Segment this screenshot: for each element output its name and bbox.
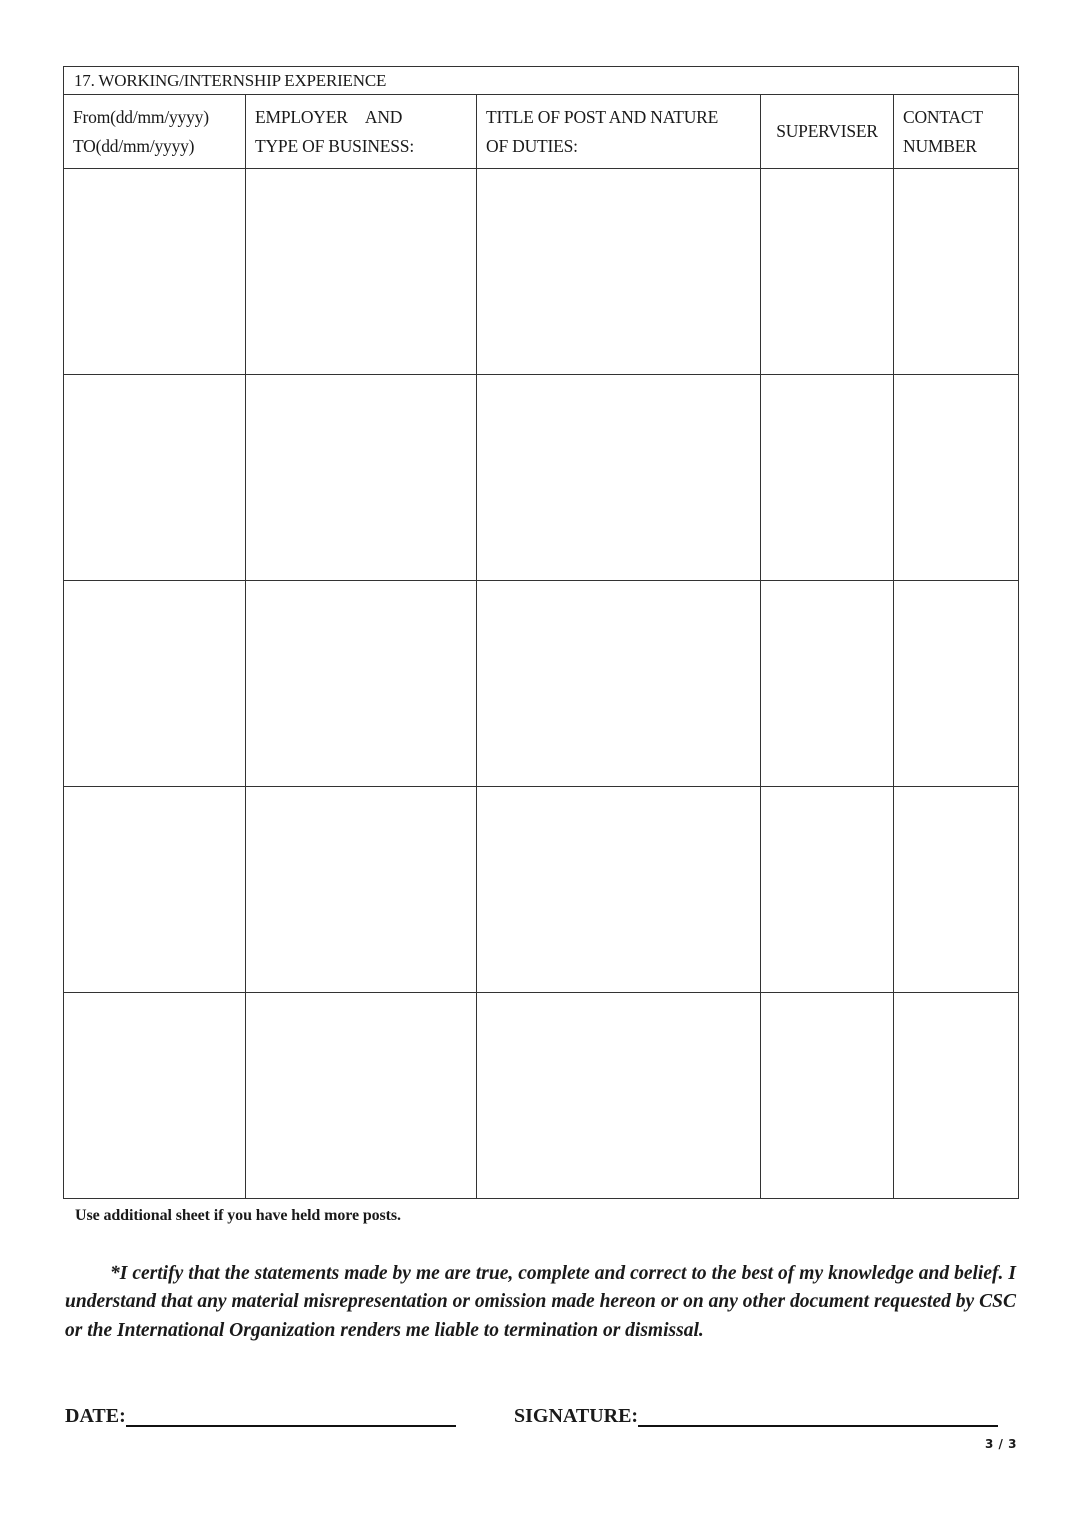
- date-label: DATE:: [65, 1405, 126, 1427]
- cell-supervisor[interactable]: [761, 169, 894, 375]
- cell-dates[interactable]: [64, 581, 246, 787]
- header-contact-line1: CONTACT: [903, 106, 983, 127]
- cell-employer[interactable]: [246, 581, 477, 787]
- cell-contact[interactable]: [894, 375, 1019, 581]
- date-field: [65, 1403, 456, 1429]
- cell-employer[interactable]: [246, 787, 477, 993]
- cell-supervisor[interactable]: [761, 581, 894, 787]
- table-row: [64, 581, 1019, 787]
- cell-dates[interactable]: [64, 993, 246, 1199]
- header-employer-line1: EMPLOYER AND: [255, 106, 403, 127]
- date-input-line[interactable]: [126, 1403, 456, 1427]
- table-row: [64, 993, 1019, 1199]
- header-from-to: [64, 95, 246, 169]
- table-row: [64, 787, 1019, 993]
- signature-field: [514, 1403, 998, 1429]
- cell-contact[interactable]: [894, 581, 1019, 787]
- header-supervisor-label: SUPERVISER: [776, 121, 878, 141]
- header-supervisor: [761, 95, 894, 169]
- cell-dates[interactable]: [64, 787, 246, 993]
- table-row: [64, 169, 1019, 375]
- cell-contact[interactable]: [894, 169, 1019, 375]
- cell-supervisor[interactable]: [761, 787, 894, 993]
- cell-employer[interactable]: [246, 993, 477, 1199]
- work-experience-table: [63, 66, 1019, 1199]
- header-employer-line2: TYPE OF BUSINESS:: [255, 135, 414, 156]
- cell-title-duties[interactable]: [477, 787, 761, 993]
- header-contact: [894, 95, 1019, 169]
- table-row: [64, 375, 1019, 581]
- table-header-row: [64, 95, 1019, 169]
- cell-employer[interactable]: [246, 375, 477, 581]
- header-to-label: TO(dd/mm/yyyy): [73, 135, 195, 156]
- cell-title-duties[interactable]: [477, 375, 761, 581]
- additional-sheet-note: Use additional sheet if you have held more posts.: [75, 1207, 401, 1224]
- certification-statement: *I certify that the statements made by me are true, complete and correct to the best of my knowledge and belief. I understand that any material misrepresentation or omission made hereon or on any other document requested by CSC or the International Organization renders me liable to termination or dismissal.: [65, 1263, 1016, 1341]
- header-title-duties: [477, 95, 761, 169]
- cell-supervisor[interactable]: [761, 375, 894, 581]
- cell-dates[interactable]: [64, 169, 246, 375]
- header-employer: [246, 95, 477, 169]
- cell-contact[interactable]: [894, 787, 1019, 993]
- cell-contact[interactable]: [894, 993, 1019, 1199]
- cell-dates[interactable]: [64, 375, 246, 581]
- section-title: 17. WORKING/INTERNSHIP EXPERIENCE: [64, 67, 1019, 95]
- signature-label: SIGNATURE:: [514, 1405, 639, 1427]
- cell-supervisor[interactable]: [761, 993, 894, 1199]
- cell-title-duties[interactable]: [477, 169, 761, 375]
- cell-employer[interactable]: [246, 169, 477, 375]
- cell-title-duties[interactable]: [477, 581, 761, 787]
- page-number: 3 / 3: [985, 1437, 1017, 1451]
- signature-input-line[interactable]: [638, 1403, 998, 1427]
- header-contact-line2: NUMBER: [903, 135, 977, 156]
- header-from-label: From(dd/mm/yyyy): [73, 106, 209, 127]
- header-title-line1: TITLE OF POST AND NATURE: [486, 106, 719, 127]
- header-title-line2: OF DUTIES:: [486, 135, 578, 156]
- cell-title-duties[interactable]: [477, 993, 761, 1199]
